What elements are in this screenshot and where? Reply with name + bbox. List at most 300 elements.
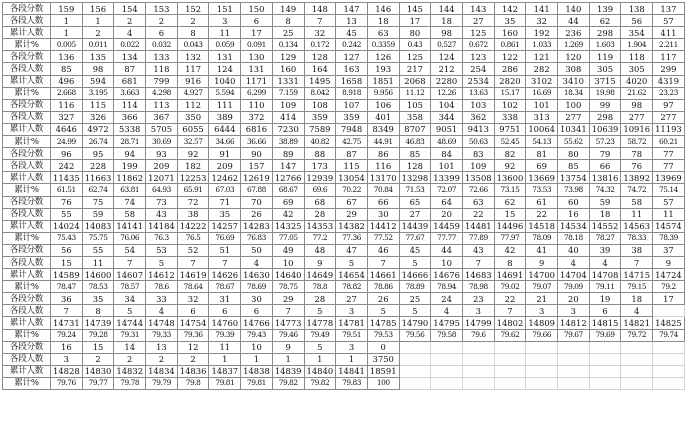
row-label: 各段人数 xyxy=(3,111,51,123)
table-cell: 79.58 xyxy=(431,329,463,341)
table-cell: 14184 xyxy=(146,220,178,232)
table-cell: 59 xyxy=(589,196,621,208)
table-cell: 9 xyxy=(272,341,304,353)
table-cell: 69 xyxy=(526,160,558,172)
table-cell: 2.668 xyxy=(51,87,83,99)
percent-row xyxy=(3,136,685,148)
table-cell: 142 xyxy=(494,3,526,15)
row-label: 累计人数 xyxy=(3,27,51,39)
table-cell: 126 xyxy=(367,51,399,63)
table-cell: 134 xyxy=(114,51,146,63)
cumulative-row xyxy=(3,220,685,232)
table-cell: 2 xyxy=(177,353,209,365)
table-cell: 55 xyxy=(51,208,83,220)
table-cell: 76 xyxy=(51,196,83,208)
table-cell: 326 xyxy=(82,111,114,123)
score-row xyxy=(3,99,685,111)
table-cell: 10639 xyxy=(589,123,621,135)
table-cell: 24.99 xyxy=(51,136,83,148)
empty-cell xyxy=(589,341,621,353)
table-cell: 681 xyxy=(114,75,146,87)
empty-cell xyxy=(494,341,526,353)
table-cell: 79.76 xyxy=(51,377,83,389)
table-cell: 354 xyxy=(621,27,653,39)
table-cell: 7 xyxy=(621,256,653,268)
table-cell: 11.12 xyxy=(399,87,431,99)
table-cell: 7 xyxy=(462,256,494,268)
table-cell: 79.11 xyxy=(589,281,621,293)
table-cell: 78.18 xyxy=(558,232,590,244)
table-cell: 78.89 xyxy=(399,281,431,293)
table-cell: 115 xyxy=(82,99,114,111)
table-cell: 217 xyxy=(399,63,431,75)
empty-cell xyxy=(589,365,621,377)
table-cell: 39 xyxy=(589,244,621,256)
table-cell: 43 xyxy=(146,208,178,220)
table-cell: 12939 xyxy=(304,172,336,184)
table-cell: 1 xyxy=(304,353,336,365)
table-cell: 66 xyxy=(589,160,621,172)
table-cell: 55 xyxy=(82,244,114,256)
table-cell: 14141 xyxy=(114,220,146,232)
empty-cell xyxy=(589,377,621,389)
table-cell: 1.603 xyxy=(589,39,621,51)
row-label: 累计% xyxy=(3,281,51,293)
table-cell: 100 xyxy=(367,377,399,389)
table-cell: 82 xyxy=(494,148,526,160)
table-cell: 79 xyxy=(589,148,621,160)
table-cell: 14683 xyxy=(462,269,494,281)
table-cell: 48 xyxy=(304,244,336,256)
table-cell: 362 xyxy=(462,111,494,123)
table-cell: 137 xyxy=(653,3,685,15)
row-label: 各段分数 xyxy=(3,148,51,160)
table-cell: 15.17 xyxy=(494,87,526,99)
empty-cell xyxy=(462,377,494,389)
table-cell: 32 xyxy=(526,15,558,27)
table-cell: 254 xyxy=(462,63,494,75)
table-cell: 14654 xyxy=(336,269,368,281)
table-cell: 75.43 xyxy=(51,232,83,244)
table-cell: 13054 xyxy=(336,172,368,184)
table-cell: 1171 xyxy=(241,75,273,87)
table-cell: 14781 xyxy=(336,317,368,329)
table-cell: 209 xyxy=(146,160,178,172)
table-cell: 298 xyxy=(589,111,621,123)
table-cell: 2 xyxy=(146,15,178,27)
table-cell: 4 xyxy=(558,256,590,268)
table-cell: 6 xyxy=(241,305,273,317)
table-cell: 89 xyxy=(272,148,304,160)
table-cell: 85 xyxy=(399,148,431,160)
table-cell: 5338 xyxy=(114,123,146,135)
table-cell: 38.89 xyxy=(272,136,304,148)
table-cell: 61.51 xyxy=(51,184,83,196)
table-cell: 127 xyxy=(336,51,368,63)
table-cell: 4 xyxy=(146,305,178,317)
table-cell: 15 xyxy=(494,208,526,220)
table-cell: 22 xyxy=(526,208,558,220)
table-cell: 14828 xyxy=(51,365,83,377)
table-cell: 4.927 xyxy=(177,87,209,99)
table-cell: 2 xyxy=(82,353,114,365)
table-cell: 81 xyxy=(526,148,558,160)
table-cell: 14802 xyxy=(494,317,526,329)
empty-cell xyxy=(526,365,558,377)
table-cell: 0.242 xyxy=(336,39,368,51)
table-cell: 67 xyxy=(336,196,368,208)
table-cell: 6 xyxy=(589,305,621,317)
table-cell: 11193 xyxy=(653,123,685,135)
table-cell: 136 xyxy=(51,51,83,63)
table-cell: 76.69 xyxy=(209,232,241,244)
table-cell: 14754 xyxy=(177,317,209,329)
table-cell: 12 xyxy=(177,341,209,353)
empty-cell xyxy=(621,365,653,377)
table-cell: 138 xyxy=(621,3,653,15)
table-cell: 7 xyxy=(209,256,241,268)
table-cell: 40.82 xyxy=(304,136,336,148)
table-cell: 45 xyxy=(336,27,368,39)
empty-cell xyxy=(399,341,431,353)
table-cell: 14534 xyxy=(558,220,590,232)
table-cell: 13 xyxy=(146,341,178,353)
table-cell: 8 xyxy=(494,256,526,268)
table-cell: 77.97 xyxy=(494,232,526,244)
row-label: 各段人数 xyxy=(3,353,51,365)
table-cell: 14830 xyxy=(82,365,114,377)
table-cell: 2 xyxy=(177,15,209,27)
score-distribution-table xyxy=(2,2,685,390)
table-cell: 199 xyxy=(114,160,146,172)
table-cell: 78 xyxy=(621,148,653,160)
empty-cell xyxy=(653,305,685,317)
table-cell: 358 xyxy=(399,111,431,123)
row-label: 累计% xyxy=(3,136,51,148)
table-cell: 140 xyxy=(558,3,590,15)
table-cell: 139 xyxy=(589,3,621,15)
table-cell: 79.66 xyxy=(526,329,558,341)
cumulative-row xyxy=(3,317,685,329)
table-cell: 104 xyxy=(431,99,463,111)
table-cell: 36.66 xyxy=(241,136,273,148)
table-cell: 2820 xyxy=(494,75,526,87)
table-cell: 106 xyxy=(367,99,399,111)
row-label: 累计人数 xyxy=(3,172,51,184)
empty-cell xyxy=(621,353,653,365)
table-cell: 29 xyxy=(272,293,304,305)
table-cell: 77.36 xyxy=(336,232,368,244)
table-cell: 29 xyxy=(336,208,368,220)
empty-cell xyxy=(431,365,463,377)
table-cell: 14795 xyxy=(431,317,463,329)
table-cell: 5 xyxy=(304,305,336,317)
table-cell: 94 xyxy=(114,148,146,160)
table-cell: 14691 xyxy=(494,269,526,281)
table-cell: 14841 xyxy=(336,365,368,377)
table-cell: 14619 xyxy=(177,269,209,281)
empty-cell xyxy=(621,341,653,353)
table-cell: 26 xyxy=(241,208,273,220)
count-row xyxy=(3,111,685,123)
empty-cell xyxy=(653,353,685,365)
table-cell: 122 xyxy=(494,51,526,63)
table-cell: 145 xyxy=(399,3,431,15)
table-cell: 372 xyxy=(241,111,273,123)
table-cell: 53 xyxy=(146,244,178,256)
table-cell: 78.57 xyxy=(114,281,146,293)
table-cell: 14724 xyxy=(653,269,685,281)
table-cell: 42 xyxy=(272,208,304,220)
table-cell: 30 xyxy=(241,293,273,305)
table-cell: 496 xyxy=(51,75,83,87)
percent-row xyxy=(3,281,685,293)
table-cell: 16.69 xyxy=(526,87,558,99)
table-cell: 20 xyxy=(558,293,590,305)
table-cell: 3 xyxy=(462,305,494,317)
table-cell: 1 xyxy=(51,15,83,27)
row-label: 各段分数 xyxy=(3,3,51,15)
table-cell: 55.62 xyxy=(558,136,590,148)
table-cell: 8707 xyxy=(399,123,431,135)
table-cell: 14744 xyxy=(114,317,146,329)
table-cell: 131 xyxy=(209,51,241,63)
table-cell: 7589 xyxy=(304,123,336,135)
table-cell: 60.21 xyxy=(653,136,685,148)
table-cell: 79.43 xyxy=(241,329,273,341)
table-cell: 9413 xyxy=(462,123,494,135)
table-cell: 0.032 xyxy=(146,39,178,51)
table-cell: 37 xyxy=(653,244,685,256)
table-cell: 14222 xyxy=(177,220,209,232)
table-cell: 5 xyxy=(304,341,336,353)
table-cell: 150 xyxy=(241,3,273,15)
table-cell: 44 xyxy=(558,15,590,27)
table-cell: 77.77 xyxy=(431,232,463,244)
table-cell: 101 xyxy=(526,99,558,111)
table-cell: 72.07 xyxy=(431,184,463,196)
table-cell: 14649 xyxy=(304,269,336,281)
table-cell: 313 xyxy=(526,111,558,123)
table-cell: 14412 xyxy=(367,220,399,232)
row-label: 各段分数 xyxy=(3,293,51,305)
table-cell: 32.57 xyxy=(177,136,209,148)
table-cell: 111 xyxy=(209,99,241,111)
table-cell: 77.89 xyxy=(462,232,494,244)
table-cell: 2.211 xyxy=(653,39,685,51)
row-label: 各段人数 xyxy=(3,305,51,317)
table-cell: 5 xyxy=(146,256,178,268)
table-cell: 14739 xyxy=(82,317,114,329)
table-cell: 54 xyxy=(114,244,146,256)
empty-cell xyxy=(526,341,558,353)
empty-cell xyxy=(494,377,526,389)
table-cell: 0.005 xyxy=(51,39,83,51)
table-cell: 160 xyxy=(272,63,304,75)
table-cell: 367 xyxy=(146,111,178,123)
table-cell: 26 xyxy=(367,293,399,305)
table-cell: 131 xyxy=(241,63,273,75)
table-cell: 69.6 xyxy=(304,184,336,196)
table-cell: 78.64 xyxy=(177,281,209,293)
count-row xyxy=(3,63,685,75)
table-cell: 148 xyxy=(304,3,336,15)
table-cell: 13754 xyxy=(558,172,590,184)
table-cell: 50 xyxy=(241,244,273,256)
table-cell: 67.03 xyxy=(209,184,241,196)
table-cell: 10 xyxy=(241,341,273,353)
table-cell: 14626 xyxy=(209,269,241,281)
table-cell: 31 xyxy=(209,293,241,305)
table-cell: 14839 xyxy=(272,365,304,377)
table-cell: 7948 xyxy=(336,123,368,135)
table-cell: 236 xyxy=(558,27,590,39)
count-row xyxy=(3,160,685,172)
table-cell: 8 xyxy=(272,15,304,27)
table-cell: 13508 xyxy=(462,172,494,184)
table-cell: 91 xyxy=(209,148,241,160)
row-label: 累计人数 xyxy=(3,220,51,232)
table-cell: 6816 xyxy=(241,123,273,135)
empty-cell xyxy=(653,365,685,377)
table-cell: 1 xyxy=(51,27,83,39)
score-row xyxy=(3,293,685,305)
table-cell: 13298 xyxy=(399,172,431,184)
table-cell: 78.82 xyxy=(336,281,368,293)
cumulative-row xyxy=(3,365,685,377)
score-row xyxy=(3,148,685,160)
table-cell: 14083 xyxy=(82,220,114,232)
table-cell: 14785 xyxy=(367,317,399,329)
table-cell: 67.88 xyxy=(241,184,273,196)
empty-cell xyxy=(462,353,494,365)
table-cell: 79.02 xyxy=(494,281,526,293)
table-cell: 4.298 xyxy=(146,87,178,99)
table-cell: 156 xyxy=(82,3,114,15)
row-label: 累计人数 xyxy=(3,317,51,329)
row-label: 累计% xyxy=(3,329,51,341)
row-label: 各段分数 xyxy=(3,341,51,353)
table-cell: 62 xyxy=(494,196,526,208)
table-cell: 2 xyxy=(114,15,146,27)
table-cell: 20 xyxy=(431,208,463,220)
table-cell: 102 xyxy=(494,99,526,111)
table-cell: 3715 xyxy=(589,75,621,87)
table-cell: 14439 xyxy=(399,220,431,232)
row-label: 累计% xyxy=(3,184,51,196)
table-cell: 57 xyxy=(653,196,685,208)
table-cell: 76.5 xyxy=(177,232,209,244)
table-cell: 9 xyxy=(653,256,685,268)
table-cell: 114 xyxy=(114,99,146,111)
table-cell: 192 xyxy=(526,27,558,39)
table-cell: 411 xyxy=(653,27,685,39)
table-cell: 79.24 xyxy=(51,329,83,341)
table-cell: 14778 xyxy=(304,317,336,329)
table-cell: 109 xyxy=(272,99,304,111)
table-cell: 0.527 xyxy=(431,39,463,51)
table-cell: 72 xyxy=(177,196,209,208)
table-cell: 79.28 xyxy=(82,329,114,341)
table-cell: 98 xyxy=(621,99,653,111)
row-label: 各段人数 xyxy=(3,15,51,27)
table-cell: 13.63 xyxy=(462,87,494,99)
table-cell: 305 xyxy=(621,63,653,75)
table-cell: 70 xyxy=(241,196,273,208)
table-cell: 10916 xyxy=(621,123,653,135)
percent-row xyxy=(3,87,685,99)
table-cell: 38 xyxy=(621,244,653,256)
percent-row xyxy=(3,377,685,389)
table-cell: 163 xyxy=(336,63,368,75)
count-row xyxy=(3,256,685,268)
table-cell: 79.82 xyxy=(304,377,336,389)
empty-cell xyxy=(494,365,526,377)
row-label: 各段分数 xyxy=(3,196,51,208)
table-cell: 14496 xyxy=(494,220,526,232)
table-cell: 92 xyxy=(177,148,209,160)
table-cell: 13816 xyxy=(589,172,621,184)
table-cell: 7 xyxy=(367,256,399,268)
table-cell: 14825 xyxy=(653,317,685,329)
table-cell: 14700 xyxy=(526,269,558,281)
table-cell: 3 xyxy=(209,15,241,27)
table-cell: 40 xyxy=(558,244,590,256)
table-cell: 78.67 xyxy=(209,281,241,293)
table-cell: 160 xyxy=(494,27,526,39)
percent-row xyxy=(3,329,685,341)
empty-cell xyxy=(431,377,463,389)
percent-row xyxy=(3,39,685,51)
table-cell: 113 xyxy=(146,99,178,111)
table-cell: 11 xyxy=(209,341,241,353)
empty-cell xyxy=(621,377,653,389)
table-cell: 88 xyxy=(304,148,336,160)
table-cell: 33 xyxy=(146,293,178,305)
row-label: 各段分数 xyxy=(3,99,51,111)
count-row xyxy=(3,208,685,220)
table-cell: 359 xyxy=(304,111,336,123)
table-cell: 58 xyxy=(114,208,146,220)
table-cell: 327 xyxy=(51,111,83,123)
table-cell: 70.22 xyxy=(336,184,368,196)
table-cell: 23.23 xyxy=(653,87,685,99)
table-cell: 35 xyxy=(494,15,526,27)
empty-cell xyxy=(558,365,590,377)
table-cell: 14748 xyxy=(146,317,178,329)
table-cell: 13170 xyxy=(367,172,399,184)
table-cell: 2534 xyxy=(462,75,494,87)
table-cell: 3410 xyxy=(558,75,590,87)
table-cell: 11435 xyxy=(51,172,83,184)
table-cell: 21.62 xyxy=(621,87,653,99)
table-cell: 79.15 xyxy=(621,281,653,293)
table-cell: 79.2 xyxy=(653,281,685,293)
table-cell: 35 xyxy=(209,208,241,220)
table-cell: 132 xyxy=(177,51,209,63)
table-cell: 23 xyxy=(462,293,494,305)
row-label: 累计人数 xyxy=(3,269,51,281)
table-cell: 164 xyxy=(304,63,336,75)
table-cell: 92 xyxy=(494,160,526,172)
table-cell: 308 xyxy=(558,63,590,75)
table-cell: 1.904 xyxy=(621,39,653,51)
table-cell: 62 xyxy=(589,15,621,27)
table-cell: 57.23 xyxy=(589,136,621,148)
table-cell: 76 xyxy=(621,160,653,172)
table-cell: 79.81 xyxy=(209,377,241,389)
count-row xyxy=(3,305,685,317)
